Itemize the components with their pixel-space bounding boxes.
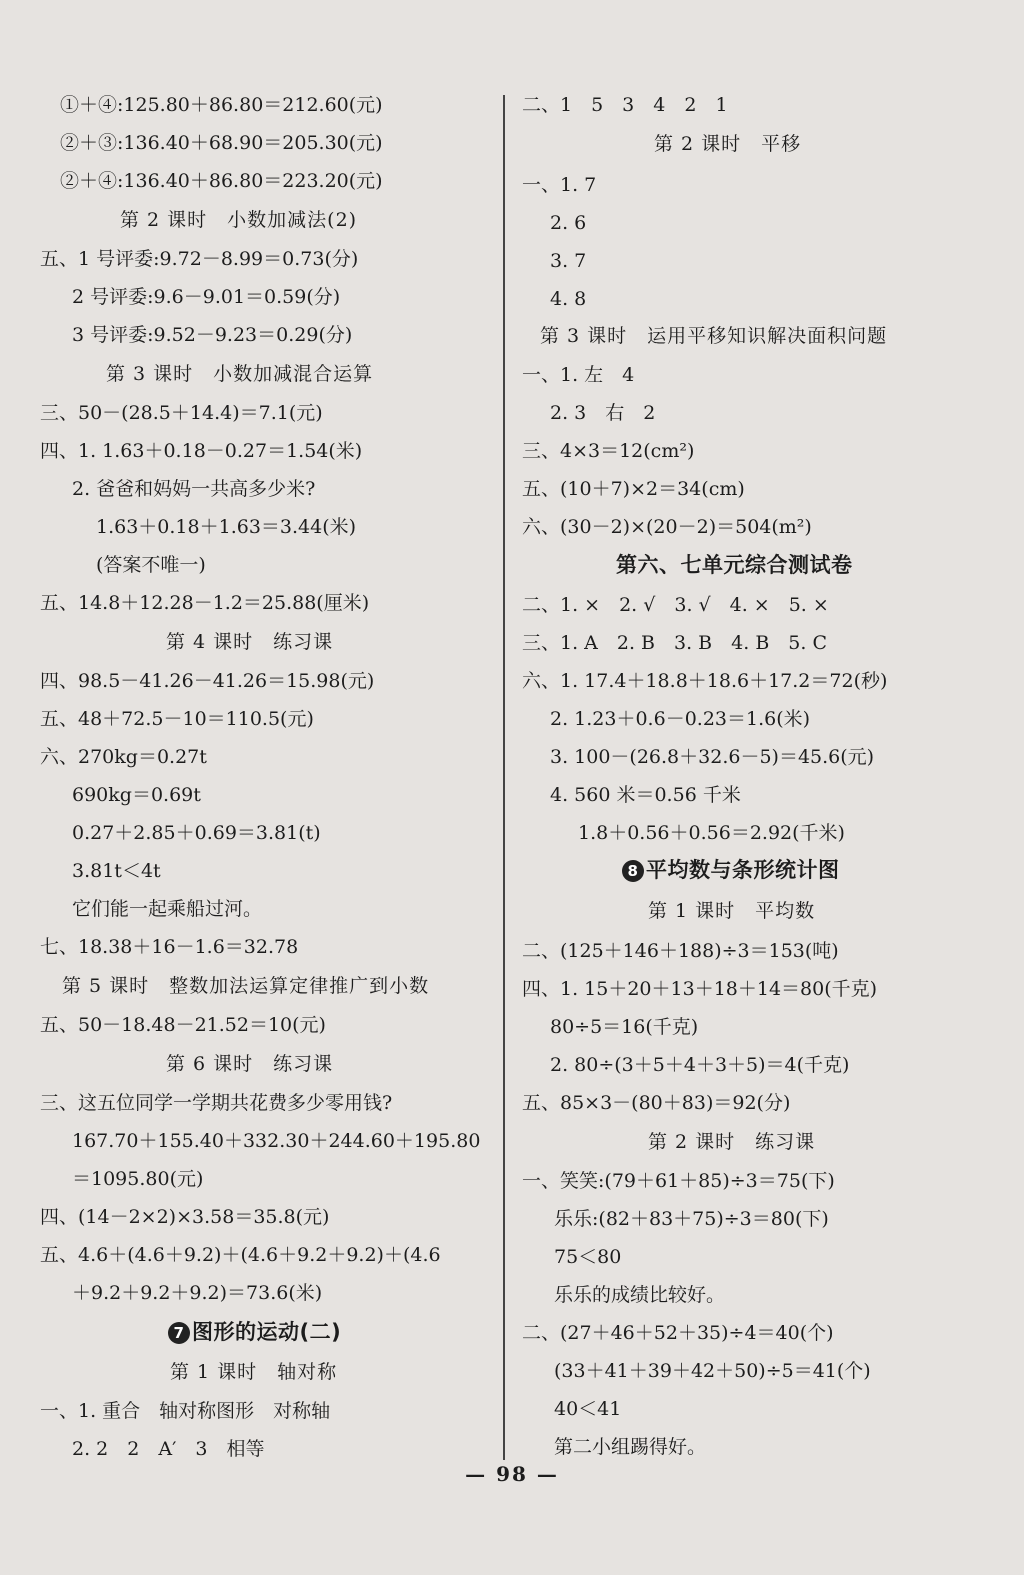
line-text: 第 4 课时 练习课 [166, 631, 334, 653]
answer-line [72, 1129, 480, 1153]
answer-line [550, 745, 874, 769]
line-text: 2. 1.23＋0.6－0.23＝1.6(米) [550, 708, 811, 730]
answer-line [522, 93, 728, 117]
column-divider [503, 95, 505, 1460]
answer-line [40, 935, 298, 959]
line-text: 第 3 课时 运用平移知识解决面积问题 [540, 325, 888, 347]
line-text: 1.8＋0.56＋0.56＝2.92(千米) [578, 822, 845, 844]
answer-line [550, 707, 810, 731]
answer-line [40, 439, 362, 463]
line-text: ①＋④:125.80＋86.80＝212.60(元) [60, 94, 383, 116]
unit-heading [622, 858, 840, 882]
line-text: ＋9.2＋9.2＋9.2)＝73.6(米) [72, 1282, 323, 1304]
answer-line [40, 1091, 392, 1115]
lesson-heading [648, 899, 815, 923]
answer-line [72, 859, 161, 883]
line-text: 六、270kg＝0.27t [40, 746, 207, 768]
answer-line [522, 669, 887, 693]
line-text: (答案不唯一) [96, 554, 206, 576]
line-text: 五、(10＋7)×2＝34(cm) [522, 478, 745, 500]
answer-line [72, 323, 352, 347]
answer-line [96, 553, 206, 577]
line-text: 2. 3 右 2 [550, 402, 656, 424]
line-text: 3. 100－(26.8＋32.6－5)＝45.6(元) [550, 746, 875, 768]
answer-line [550, 1053, 849, 1077]
line-text: 四、98.5－41.26－41.26＝15.98(元) [40, 670, 375, 692]
line-text: 3 号评委:9.52－9.23＝0.29(分) [72, 324, 353, 346]
lesson-heading [106, 362, 373, 386]
line-text: 三、这五位同学一学期共花费多少零用钱? [40, 1092, 393, 1114]
answer-line [522, 939, 839, 963]
answer-line [72, 783, 201, 807]
answer-line [72, 477, 315, 501]
unit-heading [616, 553, 853, 577]
line-text: 六、(30－2)×(20－2)＝504(m²) [522, 516, 812, 538]
answer-line [40, 707, 314, 731]
line-text: 一、笑笑:(79＋61＋85)÷3＝75(下) [522, 1170, 835, 1192]
answer-line [40, 745, 207, 769]
answer-line [40, 669, 374, 693]
line-text: 第 2 课时 小数加减法(2) [120, 209, 358, 231]
answer-line [96, 515, 356, 539]
answer-line [550, 211, 586, 235]
line-text: 第 3 课时 小数加减混合运算 [106, 363, 374, 385]
line-text: 2. 爸爸和妈妈一共高多少米? [72, 478, 316, 500]
line-text: 平均数与条形统计图 [646, 858, 840, 882]
lesson-heading [540, 324, 887, 348]
answer-line [578, 821, 845, 845]
line-text: 第 2 课时 平移 [654, 133, 802, 155]
line-text: 五、14.8＋12.28－1.2＝25.88(厘米) [40, 592, 370, 614]
line-text: 1.63＋0.18＋1.63＝3.44(米) [96, 516, 357, 538]
line-text: 五、85×3－(80＋83)＝92(分) [522, 1092, 791, 1114]
line-text: 七、18.38＋16－1.6＝32.78 [40, 936, 299, 958]
line-text: 六、1. 17.4＋18.8＋18.6＋17.2＝72(秒) [522, 670, 888, 692]
lesson-heading [120, 208, 357, 232]
answer-line [72, 821, 321, 845]
line-text: 第 6 课时 练习课 [166, 1053, 334, 1075]
answer-line [522, 515, 812, 539]
line-text: 二、1. × 2. √ 3. √ 4. × 5. × [522, 594, 829, 616]
answer-line [522, 1091, 790, 1115]
line-text: 75＜80 [554, 1246, 622, 1268]
line-text: 二、(27＋46＋52＋35)÷4＝40(个) [522, 1322, 834, 1344]
line-text: 4. 560 米＝0.56 千米 [550, 784, 741, 806]
line-text: 2. 80÷(3＋5＋4＋3＋5)＝4(千克) [550, 1054, 850, 1076]
answer-line [522, 977, 877, 1001]
line-text: 第 1 课时 平均数 [648, 900, 816, 922]
line-text: 3. 7 [550, 250, 587, 272]
line-text: 167.70＋155.40＋332.30＋244.60＋195.80 [72, 1130, 481, 1152]
answer-line [550, 783, 741, 807]
line-text: 四、1. 15＋20＋13＋18＋14＝80(千克) [522, 978, 878, 1000]
answer-line [72, 897, 262, 921]
answer-line [550, 249, 586, 273]
line-text: 第 5 课时 整数加法运算定律推广到小数 [62, 975, 430, 997]
answer-line [60, 131, 383, 155]
unit-heading [168, 1320, 341, 1344]
answer-line [40, 591, 369, 615]
line-text: 三、50－(28.5＋14.4)＝7.1(元) [40, 402, 323, 424]
answer-line [522, 173, 596, 197]
lesson-heading [62, 974, 429, 998]
answer-line [40, 401, 323, 425]
line-text: ②＋④:136.40＋86.80＝223.20(元) [60, 170, 383, 192]
line-text: 五、48＋72.5－10＝110.5(元) [40, 708, 314, 730]
line-text: 690kg＝0.69t [72, 784, 201, 806]
line-text: 第六、七单元综合测试卷 [616, 553, 853, 577]
line-text: 乐乐:(82＋83＋75)÷3＝80(下) [554, 1208, 829, 1230]
line-text: 2 号评委:9.6－9.01＝0.59(分) [72, 286, 341, 308]
line-text: 第 2 课时 练习课 [648, 1131, 816, 1153]
line-text: 第二小组踢得好。 [554, 1436, 707, 1458]
answer-line [554, 1359, 871, 1383]
answer-line [554, 1245, 621, 1269]
line-text: 二、(125＋146＋188)÷3＝153(吨) [522, 940, 839, 962]
line-text: 一、1. 左 4 [522, 364, 635, 386]
answer-line [522, 631, 827, 655]
answer-line [60, 93, 383, 117]
answer-line [522, 439, 694, 463]
answer-line [40, 1243, 441, 1267]
line-text: 五、4.6＋(4.6＋9.2)＋(4.6＋9.2＋9.2)＋(4.6 [40, 1244, 441, 1266]
answer-line [550, 1015, 698, 1039]
line-text: 它们能一起乘船过河。 [72, 898, 263, 920]
lesson-heading [166, 630, 333, 654]
line-text: 图形的运动(二) [192, 1320, 342, 1344]
line-text: 四、(14－2×2)×3.58＝35.8(元) [40, 1206, 330, 1228]
answer-line [522, 1321, 834, 1345]
answer-line [554, 1435, 706, 1459]
answer-line [522, 363, 634, 387]
line-text: 五、50－18.48－21.52＝10(元) [40, 1014, 326, 1036]
line-text: 二、1 5 3 4 2 1 [522, 94, 728, 116]
page-footer: — 98 — [465, 1462, 559, 1486]
line-text: (33＋41＋39＋42＋50)÷5＝41(个) [554, 1360, 871, 1382]
line-text: 一、1. 7 [522, 174, 597, 196]
line-text: 3.81t＜4t [72, 860, 161, 882]
line-text: 4. 8 [550, 288, 587, 310]
line-text: 2. 6 [550, 212, 587, 234]
line-text: 0.27＋2.85＋0.69＝3.81(t) [72, 822, 321, 844]
answer-line [40, 1013, 326, 1037]
answer-line [522, 477, 745, 501]
line-text: 三、4×3＝12(cm²) [522, 440, 695, 462]
line-text: 2. 2 2 A′ 3 相等 [72, 1438, 265, 1460]
answer-line [554, 1283, 725, 1307]
answer-line [60, 169, 383, 193]
line-text: ②＋③:136.40＋68.90＝205.30(元) [60, 132, 383, 154]
answer-line [522, 1169, 835, 1193]
lesson-heading [166, 1052, 333, 1076]
answer-line [554, 1207, 829, 1231]
line-text: 五、1 号评委:9.72－8.99＝0.73(分) [40, 248, 359, 270]
answer-line [554, 1397, 621, 1421]
line-text: 80÷5＝16(千克) [550, 1016, 699, 1038]
unit-number-badge: 8 [622, 860, 644, 882]
answer-line [72, 1167, 203, 1191]
line-text: 四、1. 1.63＋0.18－0.27＝1.54(米) [40, 440, 363, 462]
lesson-heading [648, 1130, 815, 1154]
unit-number-badge: 7 [168, 1322, 190, 1344]
lesson-heading [170, 1360, 337, 1384]
line-text: 第 1 课时 轴对称 [170, 1361, 338, 1383]
line-text: 乐乐的成绩比较好。 [554, 1284, 726, 1306]
answer-line [550, 401, 655, 425]
lesson-heading [654, 132, 801, 156]
answer-line [72, 1281, 322, 1305]
answer-line [40, 1399, 330, 1423]
answer-line [40, 1205, 329, 1229]
line-text: ＝1095.80(元) [72, 1168, 204, 1190]
answer-line [522, 593, 829, 617]
page-number: 98 [496, 1462, 528, 1486]
answer-line [72, 285, 340, 309]
line-text: 一、1. 重合 轴对称图形 对称轴 [40, 1400, 331, 1422]
answer-line [72, 1437, 264, 1461]
line-text: 40＜41 [554, 1398, 622, 1420]
answer-line [40, 247, 358, 271]
answer-line [550, 287, 586, 311]
line-text: 三、1. A 2. B 3. B 4. B 5. C [522, 632, 827, 654]
